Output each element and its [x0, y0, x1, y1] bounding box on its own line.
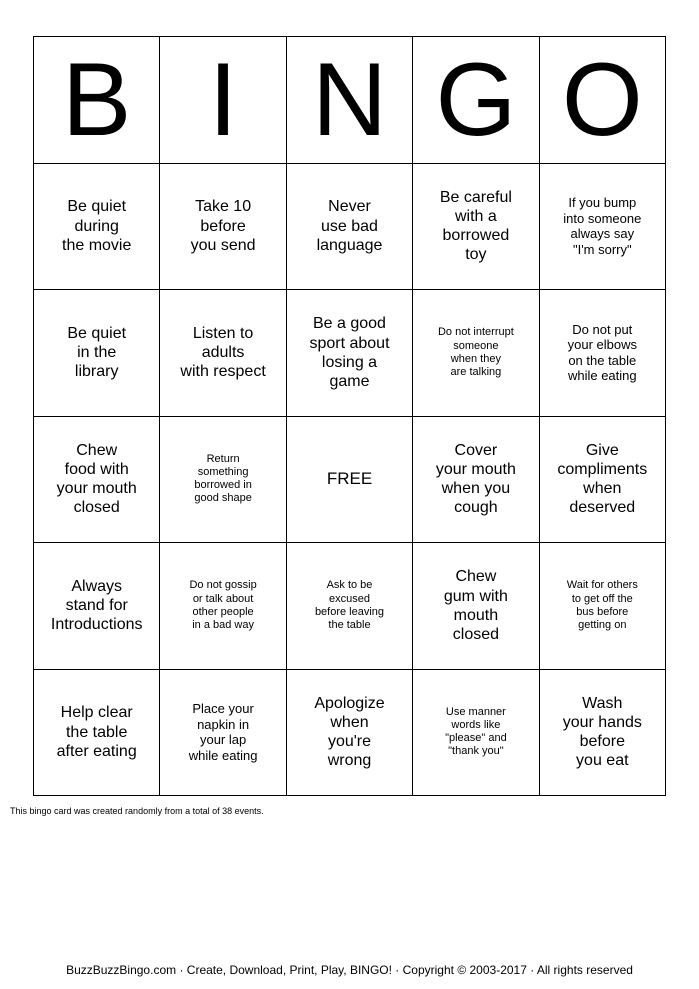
bingo-square: Take 10 before you send	[160, 164, 286, 291]
bingo-square: Be quiet in the library	[34, 290, 160, 417]
bingo-square: Do not interrupt someone when they are talking	[413, 290, 539, 417]
bingo-square: Chew food with your mouth closed	[34, 417, 160, 544]
bingo-square: Never use bad language	[287, 164, 413, 291]
bingo-square: Ask to be excused before leaving the table	[287, 543, 413, 670]
card-note: This bingo card was created randomly from a total of 38 events.	[10, 806, 264, 816]
bingo-square: Place your napkin in your lap while eating	[160, 670, 286, 797]
bingo-square: Wait for others to get off the bus before getting on	[540, 543, 666, 670]
bingo-square: Do not gossip or talk about other people in a bad way	[160, 543, 286, 670]
free-square: FREE	[287, 417, 413, 544]
bingo-square: Do not put your elbows on the table while eating	[540, 290, 666, 417]
bingo-square: Give compliments when deserved	[540, 417, 666, 544]
header-letter: B	[34, 37, 160, 164]
header-letter: G	[413, 37, 539, 164]
page-footer: BuzzBuzzBingo.com · Create, Download, Print, Play, BINGO! · Copyright © 2003-2017 · All rights reserved	[66, 963, 633, 977]
header-letter: I	[160, 37, 286, 164]
bingo-square: Wash your hands before you eat	[540, 670, 666, 797]
bingo-card	[33, 36, 666, 796]
bingo-square: Return something borrowed in good shape	[160, 417, 286, 544]
bingo-square: Apologize when you're wrong	[287, 670, 413, 797]
header-letter: O	[540, 37, 666, 164]
bingo-square: Be a good sport about losing a game	[287, 290, 413, 417]
bingo-square: Be quiet during the movie	[34, 164, 160, 291]
bingo-square: Always stand for Introductions	[34, 543, 160, 670]
header-letter: N	[287, 37, 413, 164]
bingo-square: Chew gum with mouth closed	[413, 543, 539, 670]
bingo-square: If you bump into someone always say "I'm sorry"	[540, 164, 666, 291]
bingo-square: Use manner words like "please" and "thank you"	[413, 670, 539, 797]
bingo-square: Cover your mouth when you cough	[413, 417, 539, 544]
bingo-square: Be careful with a borrowed toy	[413, 164, 539, 291]
bingo-square: Help clear the table after eating	[34, 670, 160, 797]
bingo-square: Listen to adults with respect	[160, 290, 286, 417]
